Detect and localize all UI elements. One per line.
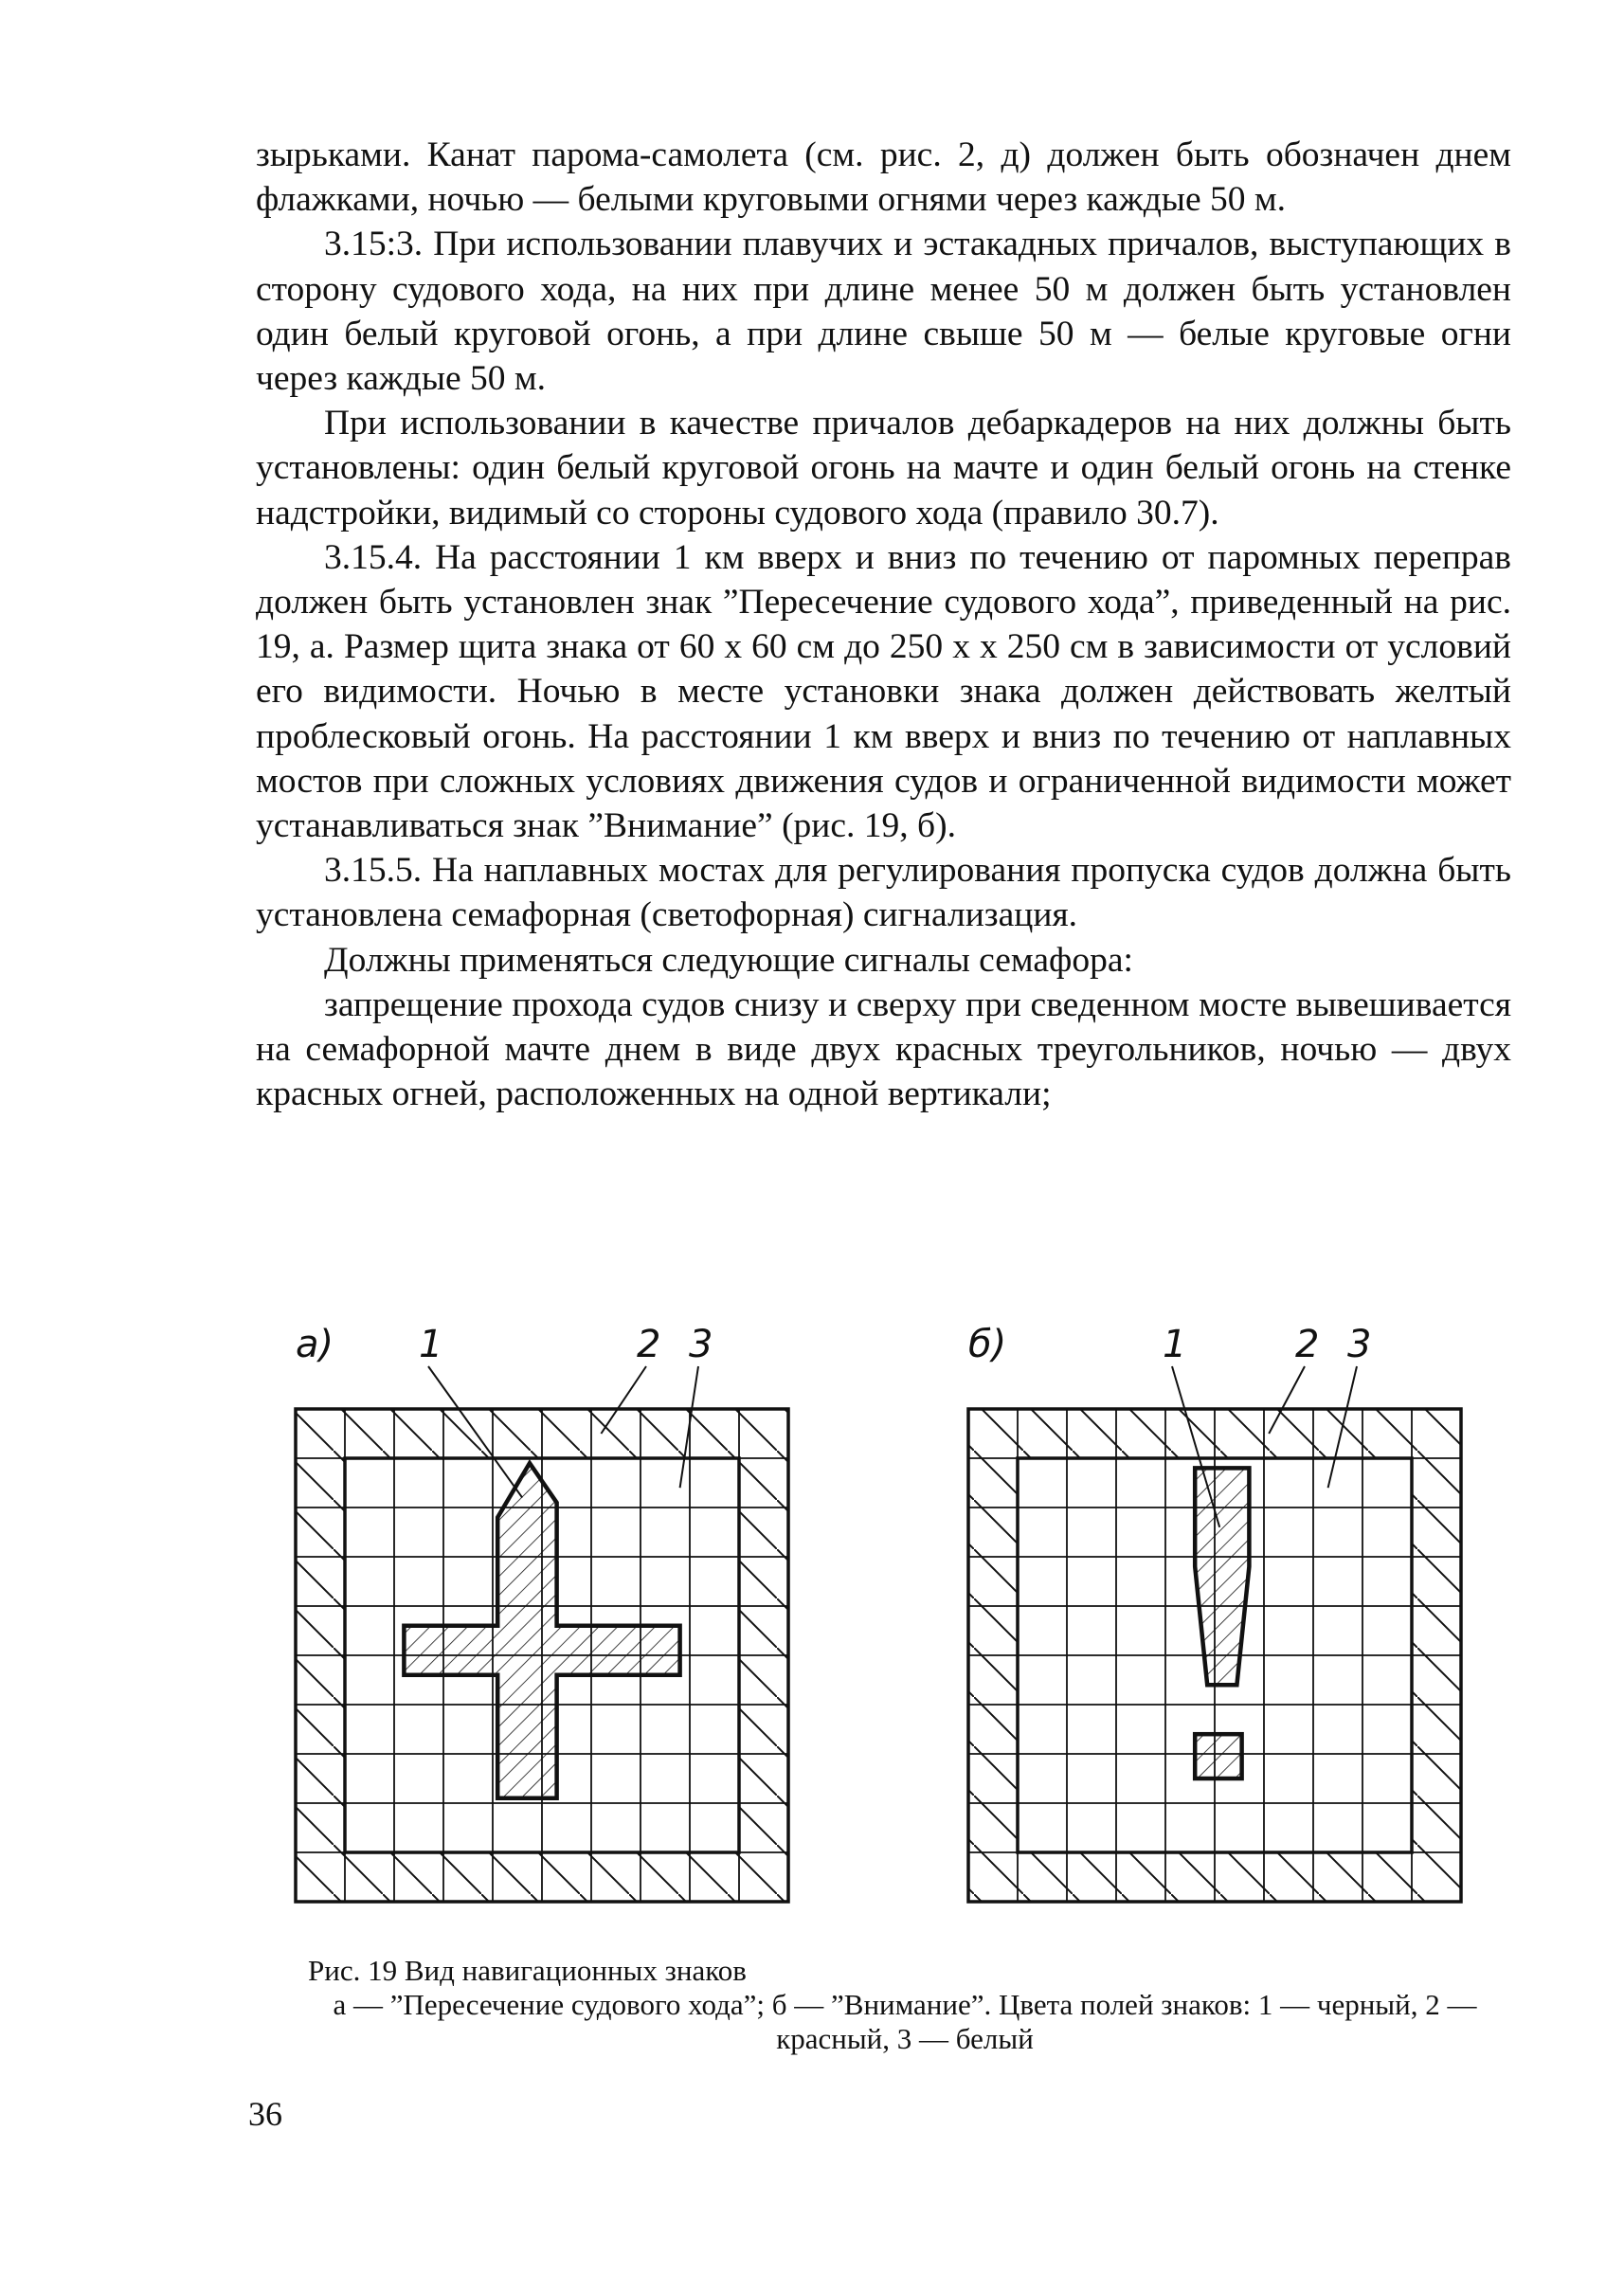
paragraph: 3.15.4. На расстоянии 1 км вверх и вниз по течению от паромных переправ должен быть установлен знак ”Пересечение судового хода”, приведенный на рис. 19, а. Размер щита знака от 60 x 60 см до 250 x x 250 см в зависимости от условий его видимости. Ночью в месте установки знака должен действовать желтый проблесковый огонь. На расстоянии 1 км вверх и вниз по течению от наплавных мостов при сложных условиях движения судов и ограниченной видимости может устанавливаться знак ”Внимание” (рис. 19, б). xyxy=(256,537,1511,846)
exclamation-bar xyxy=(1195,1468,1249,1685)
caption-title: Рис. 19 Вид навигационных знаков xyxy=(308,1954,747,1987)
panel-letter: б) xyxy=(968,1323,1007,1366)
callout-number-2: 2 xyxy=(1295,1323,1320,1366)
sign-panel-crossing xyxy=(296,1323,788,1902)
callout-number-3: 3 xyxy=(1347,1323,1372,1366)
paragraph: запрещение прохода судов снизу и сверху при сведенном мосте вывешивается на семафорной мачте днем в виде двух красных треугольников, ночью — двух красных огней, расположенных на одной вертикали; xyxy=(256,984,1511,1114)
callout-number-1: 1 xyxy=(419,1323,443,1366)
figure-19 xyxy=(284,1303,1544,1947)
paragraph: При использовании в качестве причалов дебаркадеров на них должны быть установлены: один белый круговой огонь на мачте и один белый огонь на стенке надстройки, видимый со стороны судового хода (правило 30.7). xyxy=(256,404,1511,533)
paragraph: Должны применяться следующие сигналы семафора: xyxy=(324,940,1133,980)
figure-caption xyxy=(308,1954,1502,2056)
callout-number-1: 1 xyxy=(1163,1323,1187,1366)
paragraph: 3.15.5. На наплавных мостах для регулирования пропуска судов должна быть установлена семафорная (светофорная) сигнализация. xyxy=(256,851,1511,935)
caption-description: а — ”Пересечение судового хода”; б — ”Внимание”. Цвета полей знаков: 1 — черный, 2 — красный, 3 — белый xyxy=(333,1988,1477,2055)
navigation-signs-drawing xyxy=(284,1303,1544,1947)
page-number: 36 xyxy=(248,2095,282,2133)
paragraph: зырьками. Канат парома-самолета (см. рис. 2, д) должен быть обозначен днем флажками, ночью — белыми круговыми огнями через каждые 50 м. xyxy=(256,135,1511,220)
exclamation-dot xyxy=(1195,1734,1241,1778)
panel-letter: а) xyxy=(296,1323,334,1366)
paragraph: 3.15:3. При использовании плавучих и эстакадных причалов, выступающих в сторону судового хода, на них при длине менее 50 м должен быть установлен один белый круговой огонь, а при длине свыше 50 м — белые круговые огни через каждые 50 м. xyxy=(256,225,1511,399)
body-text xyxy=(256,133,1511,1116)
callout-number-3: 3 xyxy=(689,1323,713,1366)
callout-number-2: 2 xyxy=(637,1323,661,1366)
sign-panel-attention xyxy=(968,1323,1461,1902)
